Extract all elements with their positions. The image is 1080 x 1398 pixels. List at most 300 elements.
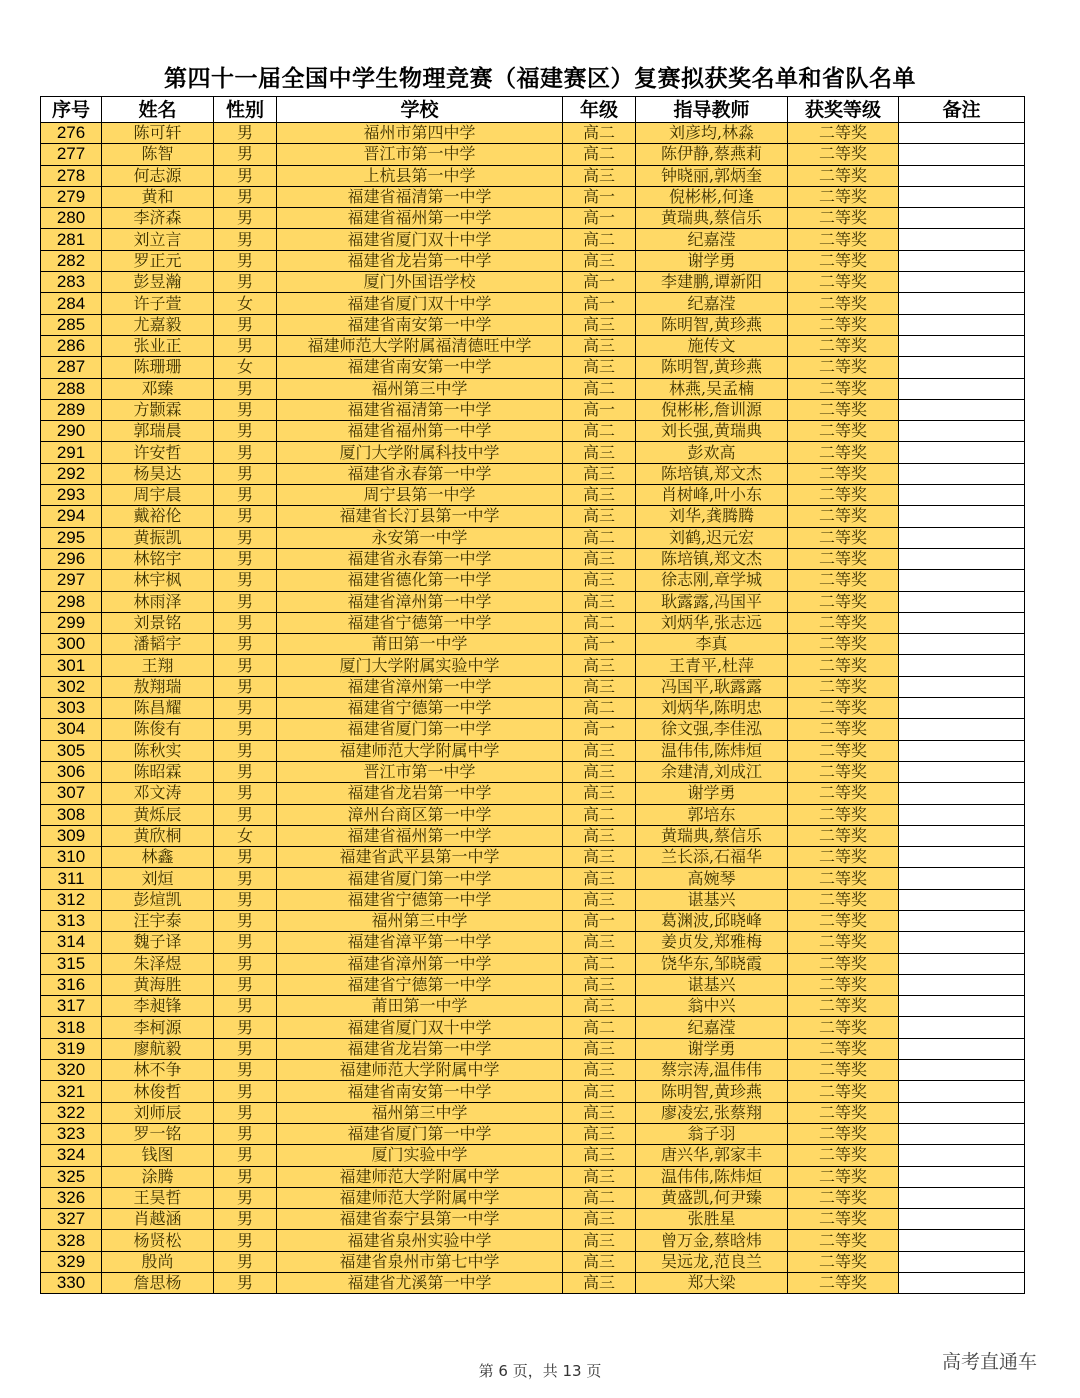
cell-grade: 高三 xyxy=(563,1209,636,1230)
cell-award: 二等奖 xyxy=(788,399,899,420)
cell-note xyxy=(899,783,1025,804)
cell-school: 福建省福清第一中学 xyxy=(277,186,563,207)
table-row xyxy=(41,996,1025,1017)
cell-school: 漳州台商区第一中学 xyxy=(277,804,563,825)
cell-number: 309 xyxy=(41,825,102,846)
cell-number: 307 xyxy=(41,783,102,804)
header-grade: 年级 xyxy=(563,97,636,123)
cell-gender: 男 xyxy=(214,186,277,207)
cell-name: 周宇晨 xyxy=(102,485,214,506)
cell-number: 329 xyxy=(41,1251,102,1272)
cell-award: 二等奖 xyxy=(788,1038,899,1059)
cell-number: 328 xyxy=(41,1230,102,1251)
cell-school: 厦门外国语学校 xyxy=(277,272,563,293)
cell-gender: 男 xyxy=(214,421,277,442)
cell-gender: 男 xyxy=(214,761,277,782)
cell-school: 福建省龙岩第一中学 xyxy=(277,1038,563,1059)
cell-gender: 男 xyxy=(214,1081,277,1102)
cell-grade: 高一 xyxy=(563,399,636,420)
cell-teacher: 兰长添,石福华 xyxy=(636,847,788,868)
cell-gender: 男 xyxy=(214,335,277,356)
cell-number: 296 xyxy=(41,548,102,569)
cell-gender: 男 xyxy=(214,1230,277,1251)
cell-name: 朱泽煜 xyxy=(102,953,214,974)
cell-grade: 高二 xyxy=(563,1187,636,1208)
cell-number: 323 xyxy=(41,1123,102,1144)
cell-number: 301 xyxy=(41,655,102,676)
cell-teacher: 纪嘉滢 xyxy=(636,293,788,314)
cell-award: 二等奖 xyxy=(788,527,899,548)
cell-award: 二等奖 xyxy=(788,570,899,591)
cell-note xyxy=(899,1060,1025,1081)
cell-teacher: 温伟伟,陈炜烜 xyxy=(636,1166,788,1187)
cell-gender: 男 xyxy=(214,974,277,995)
header-award: 获奖等级 xyxy=(788,97,899,123)
cell-number: 281 xyxy=(41,229,102,250)
cell-teacher: 林燕,吴孟楠 xyxy=(636,378,788,399)
cell-name: 林鑫 xyxy=(102,847,214,868)
cell-name: 许安哲 xyxy=(102,442,214,463)
cell-name: 杨昊达 xyxy=(102,463,214,484)
cell-teacher: 饶华东,邹晓霞 xyxy=(636,953,788,974)
table-row xyxy=(41,165,1025,186)
cell-grade: 高三 xyxy=(563,761,636,782)
cell-award: 二等奖 xyxy=(788,335,899,356)
header-gender: 性别 xyxy=(214,97,277,123)
cell-teacher: 钟晓丽,郭炳奎 xyxy=(636,165,788,186)
cell-teacher: 谌基兴 xyxy=(636,974,788,995)
cell-number: 288 xyxy=(41,378,102,399)
cell-name: 陈珊珊 xyxy=(102,357,214,378)
table-row xyxy=(41,1166,1025,1187)
table-row xyxy=(41,485,1025,506)
cell-name: 肖越涵 xyxy=(102,1209,214,1230)
cell-teacher: 刘炳华,陈明忠 xyxy=(636,698,788,719)
cell-name: 许子萱 xyxy=(102,293,214,314)
cell-grade: 高三 xyxy=(563,165,636,186)
cell-teacher: 张胜星 xyxy=(636,1209,788,1230)
table-row xyxy=(41,783,1025,804)
cell-grade: 高一 xyxy=(563,272,636,293)
cell-note xyxy=(899,1102,1025,1123)
cell-award: 二等奖 xyxy=(788,1123,899,1144)
cell-gender: 男 xyxy=(214,1123,277,1144)
cell-teacher: 陈明智,黄珍燕 xyxy=(636,1081,788,1102)
cell-name: 李柯源 xyxy=(102,1017,214,1038)
cell-note xyxy=(899,996,1025,1017)
cell-grade: 高三 xyxy=(563,1081,636,1102)
table-row xyxy=(41,1102,1025,1123)
cell-note xyxy=(899,1251,1025,1272)
cell-award: 二等奖 xyxy=(788,208,899,229)
cell-grade: 高三 xyxy=(563,1123,636,1144)
table-row xyxy=(41,1081,1025,1102)
cell-school: 福建省龙岩第一中学 xyxy=(277,250,563,271)
cell-note xyxy=(899,144,1025,165)
cell-teacher: 陈明智,黄珍燕 xyxy=(636,314,788,335)
cell-school: 福建省漳州第一中学 xyxy=(277,953,563,974)
cell-school: 福建省福州第一中学 xyxy=(277,208,563,229)
cell-note xyxy=(899,548,1025,569)
table-row xyxy=(41,1060,1025,1081)
cell-school: 晋江市第一中学 xyxy=(277,761,563,782)
cell-teacher: 黄盛凯,何尹臻 xyxy=(636,1187,788,1208)
cell-grade: 高三 xyxy=(563,463,636,484)
cell-note xyxy=(899,1017,1025,1038)
cell-note xyxy=(899,570,1025,591)
cell-award: 二等奖 xyxy=(788,825,899,846)
cell-note xyxy=(899,1038,1025,1059)
table-row xyxy=(41,272,1025,293)
cell-teacher: 李建鹏,谭新阳 xyxy=(636,272,788,293)
cell-teacher: 黄瑞典,蔡信乐 xyxy=(636,208,788,229)
cell-gender: 男 xyxy=(214,868,277,889)
cell-name: 邓臻 xyxy=(102,378,214,399)
cell-teacher: 施传文 xyxy=(636,335,788,356)
cell-gender: 女 xyxy=(214,357,277,378)
table-row xyxy=(41,698,1025,719)
cell-gender: 男 xyxy=(214,740,277,761)
cell-note xyxy=(899,485,1025,506)
cell-award: 二等奖 xyxy=(788,421,899,442)
cell-teacher: 陈培镇,郑文杰 xyxy=(636,548,788,569)
cell-teacher: 温伟伟,陈炜烜 xyxy=(636,740,788,761)
cell-grade: 高三 xyxy=(563,847,636,868)
cell-school: 上杭县第一中学 xyxy=(277,165,563,186)
cell-school: 福建省南安第一中学 xyxy=(277,314,563,335)
cell-note xyxy=(899,698,1025,719)
cell-name: 黄烁辰 xyxy=(102,804,214,825)
cell-award: 二等奖 xyxy=(788,1060,899,1081)
cell-grade: 高三 xyxy=(563,591,636,612)
table-row xyxy=(41,761,1025,782)
watermark: 高考直通车 xyxy=(942,1351,1038,1373)
cell-grade: 高二 xyxy=(563,527,636,548)
cell-note xyxy=(899,825,1025,846)
cell-gender: 男 xyxy=(214,570,277,591)
cell-grade: 高三 xyxy=(563,889,636,910)
cell-gender: 男 xyxy=(214,804,277,825)
cell-number: 322 xyxy=(41,1102,102,1123)
cell-teacher: 纪嘉滢 xyxy=(636,229,788,250)
cell-grade: 高一 xyxy=(563,186,636,207)
table-row xyxy=(41,889,1025,910)
table-row xyxy=(41,123,1025,144)
cell-number: 295 xyxy=(41,527,102,548)
cell-gender: 男 xyxy=(214,1038,277,1059)
cell-name: 林不争 xyxy=(102,1060,214,1081)
cell-grade: 高三 xyxy=(563,570,636,591)
cell-award: 二等奖 xyxy=(788,761,899,782)
cell-grade: 高二 xyxy=(563,144,636,165)
cell-school: 福建省南安第一中学 xyxy=(277,357,563,378)
table-row xyxy=(41,1017,1025,1038)
cell-number: 276 xyxy=(41,123,102,144)
cell-teacher: 蔡宗涛,温伟伟 xyxy=(636,1060,788,1081)
cell-teacher: 谌基兴 xyxy=(636,889,788,910)
cell-award: 二等奖 xyxy=(788,1017,899,1038)
cell-name: 何志源 xyxy=(102,165,214,186)
cell-number: 306 xyxy=(41,761,102,782)
cell-school: 永安第一中学 xyxy=(277,527,563,548)
cell-note xyxy=(899,1187,1025,1208)
cell-grade: 高三 xyxy=(563,655,636,676)
cell-note xyxy=(899,463,1025,484)
cell-award: 二等奖 xyxy=(788,1273,899,1294)
table-row xyxy=(41,399,1025,420)
cell-note xyxy=(899,123,1025,144)
cell-note xyxy=(899,527,1025,548)
cell-teacher: 倪彬彬,何逢 xyxy=(636,186,788,207)
cell-award: 二等奖 xyxy=(788,250,899,271)
cell-gender: 男 xyxy=(214,847,277,868)
cell-note xyxy=(899,272,1025,293)
cell-teacher: 李真 xyxy=(636,634,788,655)
cell-number: 291 xyxy=(41,442,102,463)
cell-gender: 男 xyxy=(214,165,277,186)
cell-award: 二等奖 xyxy=(788,144,899,165)
cell-number: 286 xyxy=(41,335,102,356)
cell-grade: 高一 xyxy=(563,293,636,314)
cell-name: 刘烜 xyxy=(102,868,214,889)
cell-grade: 高三 xyxy=(563,357,636,378)
cell-school: 福建省厦门第一中学 xyxy=(277,1123,563,1144)
cell-name: 涂腾 xyxy=(102,1166,214,1187)
cell-school: 福建省宁德第一中学 xyxy=(277,889,563,910)
table-row xyxy=(41,378,1025,399)
cell-teacher: 刘华,龚腾腾 xyxy=(636,506,788,527)
cell-teacher: 谢学勇 xyxy=(636,1038,788,1059)
cell-award: 二等奖 xyxy=(788,591,899,612)
cell-gender: 男 xyxy=(214,250,277,271)
table-row xyxy=(41,676,1025,697)
cell-award: 二等奖 xyxy=(788,889,899,910)
cell-name: 黄欣桐 xyxy=(102,825,214,846)
table-row xyxy=(41,144,1025,165)
table-row xyxy=(41,804,1025,825)
table-row xyxy=(41,1123,1025,1144)
cell-grade: 高二 xyxy=(563,229,636,250)
cell-note xyxy=(899,889,1025,910)
cell-note xyxy=(899,634,1025,655)
cell-grade: 高三 xyxy=(563,250,636,271)
cell-name: 方颢霖 xyxy=(102,399,214,420)
cell-teacher: 陈明智,黄珍燕 xyxy=(636,357,788,378)
cell-grade: 高一 xyxy=(563,719,636,740)
cell-grade: 高二 xyxy=(563,612,636,633)
cell-gender: 男 xyxy=(214,463,277,484)
cell-number: 311 xyxy=(41,868,102,889)
cell-award: 二等奖 xyxy=(788,442,899,463)
cell-grade: 高三 xyxy=(563,868,636,889)
table-row xyxy=(41,1038,1025,1059)
cell-school: 福建省泰宁县第一中学 xyxy=(277,1209,563,1230)
cell-note xyxy=(899,591,1025,612)
cell-teacher: 葛渊波,邱晓峰 xyxy=(636,910,788,931)
cell-award: 二等奖 xyxy=(788,1209,899,1230)
cell-award: 二等奖 xyxy=(788,1230,899,1251)
table-row xyxy=(41,229,1025,250)
cell-award: 二等奖 xyxy=(788,783,899,804)
table-row xyxy=(41,186,1025,207)
cell-grade: 高三 xyxy=(563,996,636,1017)
cell-number: 300 xyxy=(41,634,102,655)
cell-award: 二等奖 xyxy=(788,1187,899,1208)
cell-name: 陈俊有 xyxy=(102,719,214,740)
cell-gender: 男 xyxy=(214,910,277,931)
header-row xyxy=(41,97,1025,123)
cell-award: 二等奖 xyxy=(788,1145,899,1166)
cell-grade: 高三 xyxy=(563,740,636,761)
cell-gender: 男 xyxy=(214,783,277,804)
table-row xyxy=(41,868,1025,889)
cell-gender: 男 xyxy=(214,314,277,335)
cell-school: 福建省厦门双十中学 xyxy=(277,293,563,314)
cell-award: 二等奖 xyxy=(788,1251,899,1272)
cell-note xyxy=(899,740,1025,761)
cell-school: 厦门大学附属实验中学 xyxy=(277,655,563,676)
cell-number: 320 xyxy=(41,1060,102,1081)
cell-number: 283 xyxy=(41,272,102,293)
cell-note xyxy=(899,229,1025,250)
table-row xyxy=(41,506,1025,527)
cell-note xyxy=(899,1081,1025,1102)
cell-teacher: 耿露露,冯国平 xyxy=(636,591,788,612)
cell-name: 李济森 xyxy=(102,208,214,229)
cell-name: 陈昭霖 xyxy=(102,761,214,782)
table-row xyxy=(41,1273,1025,1294)
cell-note xyxy=(899,1166,1025,1187)
cell-gender: 男 xyxy=(214,719,277,740)
cell-note xyxy=(899,506,1025,527)
cell-school: 福建省德化第一中学 xyxy=(277,570,563,591)
cell-teacher: 纪嘉滢 xyxy=(636,1017,788,1038)
cell-award: 二等奖 xyxy=(788,932,899,953)
cell-school: 福州第三中学 xyxy=(277,910,563,931)
cell-gender: 男 xyxy=(214,1273,277,1294)
cell-note xyxy=(899,1145,1025,1166)
table-row xyxy=(41,208,1025,229)
cell-name: 邓文涛 xyxy=(102,783,214,804)
cell-name: 张业正 xyxy=(102,335,214,356)
cell-number: 312 xyxy=(41,889,102,910)
cell-teacher: 翁中兴 xyxy=(636,996,788,1017)
cell-gender: 男 xyxy=(214,953,277,974)
table-row xyxy=(41,634,1025,655)
cell-award: 二等奖 xyxy=(788,123,899,144)
cell-name: 刘景铭 xyxy=(102,612,214,633)
table-row xyxy=(41,740,1025,761)
cell-gender: 男 xyxy=(214,399,277,420)
cell-teacher: 徐志刚,章学城 xyxy=(636,570,788,591)
cell-note xyxy=(899,974,1025,995)
cell-number: 318 xyxy=(41,1017,102,1038)
cell-award: 二等奖 xyxy=(788,506,899,527)
cell-teacher: 曾万金,蔡晗炜 xyxy=(636,1230,788,1251)
cell-gender: 男 xyxy=(214,655,277,676)
cell-number: 297 xyxy=(41,570,102,591)
table-row xyxy=(41,442,1025,463)
cell-name: 潘韬宇 xyxy=(102,634,214,655)
cell-gender: 男 xyxy=(214,229,277,250)
cell-school: 福建省厦门第一中学 xyxy=(277,868,563,889)
header-number: 序号 xyxy=(41,97,102,123)
cell-school: 福建省宁德第一中学 xyxy=(277,974,563,995)
cell-school: 福州市第四中学 xyxy=(277,123,563,144)
cell-grade: 高三 xyxy=(563,783,636,804)
cell-number: 326 xyxy=(41,1187,102,1208)
cell-teacher: 刘彦均,林淼 xyxy=(636,123,788,144)
cell-name: 陈智 xyxy=(102,144,214,165)
cell-award: 二等奖 xyxy=(788,634,899,655)
cell-school: 福建省漳州第一中学 xyxy=(277,591,563,612)
cell-note xyxy=(899,761,1025,782)
table-row xyxy=(41,953,1025,974)
cell-gender: 男 xyxy=(214,1060,277,1081)
cell-school: 福建省长汀县第一中学 xyxy=(277,506,563,527)
cell-grade: 高三 xyxy=(563,1230,636,1251)
cell-school: 福建省厦门第一中学 xyxy=(277,719,563,740)
table-row xyxy=(41,548,1025,569)
cell-name: 陈可轩 xyxy=(102,123,214,144)
cell-name: 彭昱瀚 xyxy=(102,272,214,293)
cell-name: 廖航毅 xyxy=(102,1038,214,1059)
cell-award: 二等奖 xyxy=(788,804,899,825)
cell-note xyxy=(899,719,1025,740)
cell-note xyxy=(899,1209,1025,1230)
cell-school: 福建师范大学附属中学 xyxy=(277,1060,563,1081)
cell-gender: 男 xyxy=(214,1145,277,1166)
cell-teacher: 谢学勇 xyxy=(636,783,788,804)
cell-grade: 高三 xyxy=(563,442,636,463)
cell-school: 福建省宁德第一中学 xyxy=(277,698,563,719)
cell-name: 尤嘉毅 xyxy=(102,314,214,335)
cell-note xyxy=(899,335,1025,356)
table-row xyxy=(41,847,1025,868)
cell-school: 厦门实验中学 xyxy=(277,1145,563,1166)
cell-note xyxy=(899,1230,1025,1251)
cell-number: 298 xyxy=(41,591,102,612)
cell-note xyxy=(899,612,1025,633)
cell-gender: 男 xyxy=(214,1209,277,1230)
cell-note xyxy=(899,1273,1025,1294)
cell-teacher: 唐兴华,郭家丰 xyxy=(636,1145,788,1166)
cell-award: 二等奖 xyxy=(788,719,899,740)
cell-gender: 男 xyxy=(214,123,277,144)
header-school: 学校 xyxy=(277,97,563,123)
cell-grade: 高三 xyxy=(563,1145,636,1166)
cell-grade: 高二 xyxy=(563,1017,636,1038)
cell-school: 福建省泉州市第七中学 xyxy=(277,1251,563,1272)
cell-number: 305 xyxy=(41,740,102,761)
cell-note xyxy=(899,442,1025,463)
cell-school: 福建省武平县第一中学 xyxy=(277,847,563,868)
cell-gender: 女 xyxy=(214,825,277,846)
cell-number: 287 xyxy=(41,357,102,378)
cell-number: 310 xyxy=(41,847,102,868)
cell-grade: 高三 xyxy=(563,1273,636,1294)
table-row xyxy=(41,570,1025,591)
cell-school: 厦门大学附属科技中学 xyxy=(277,442,563,463)
cell-gender: 男 xyxy=(214,548,277,569)
cell-teacher: 刘鹤,迟元宏 xyxy=(636,527,788,548)
cell-note xyxy=(899,1123,1025,1144)
cell-award: 二等奖 xyxy=(788,548,899,569)
cell-teacher: 徐文强,李佳泓 xyxy=(636,719,788,740)
cell-number: 277 xyxy=(41,144,102,165)
cell-name: 黄和 xyxy=(102,186,214,207)
cell-number: 315 xyxy=(41,953,102,974)
